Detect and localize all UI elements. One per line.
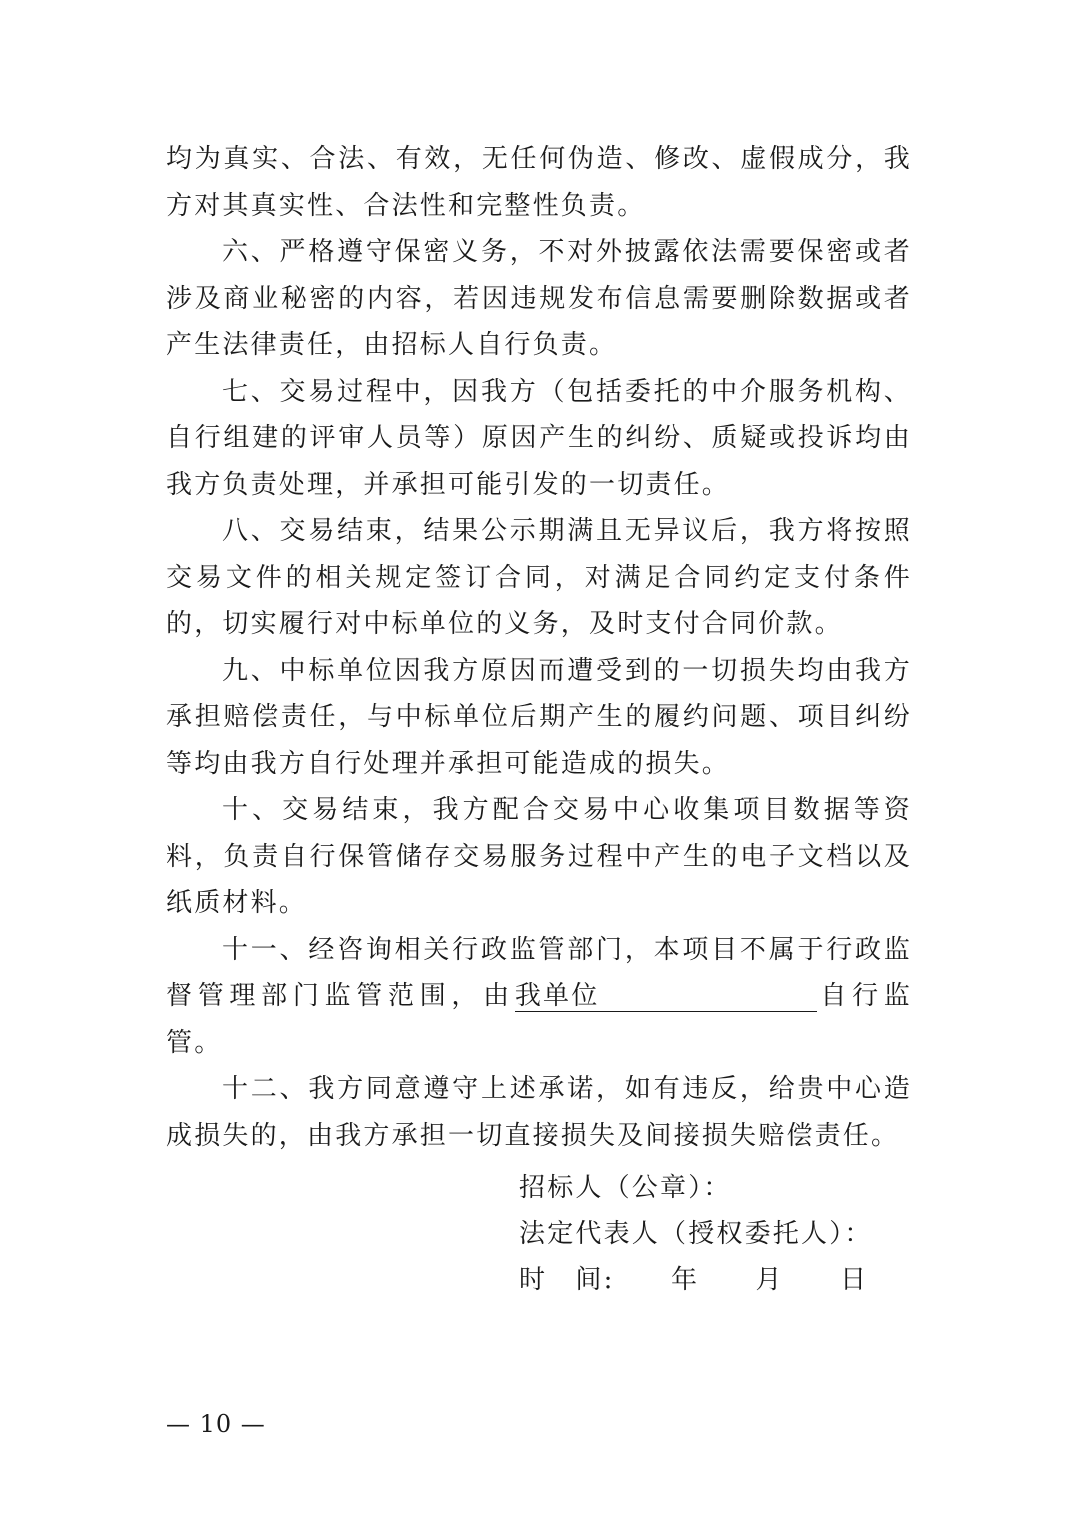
signature-block [519,1165,873,1303]
paragraph-six-confidentiality: 六、严格遵守保密义务，不对外披露依法需要保密或者涉及商业秘密的内容，若因违规发布信息需要删除数据或者产生法律责任，由招标人自行负责。 [166,237,912,360]
page-number: — 10 — [166,1410,266,1438]
paragraph-eight-contract: 八、交易结束，结果公示期满且无异议后，我方将按照交易文件的相关规定签订合同，对满足合同约定支付条件的，切实履行对中标单位的义务，及时支付合同价款。 [166,516,912,639]
seal-label: 招标人（公章）： [519,1173,732,1203]
paragraph-nine-compensation: 九、中标单位因我方原因而遭受到的一切损失均由我方承担赔偿责任，与中标单位后期产生的履约问题、项目纠纷等均由我方自行处理并承担可能造成的损失。 [166,655,912,779]
legal-representative-label: 法定代表人（授权委托人）： [519,1219,873,1249]
paragraph-eleven-supervision [166,927,912,1067]
date-label: 时 间: 年 月 日 [519,1265,869,1295]
commitment-body [166,136,912,1159]
paragraph-twelve-liability: 十二、我方同意遵守上述承诺，如有违反，给贵中心造成损失的，由我方承担一切直接损失及间接损失赔偿责任。 [166,1074,912,1151]
supervision-text-before: 十一、经咨询相关行政监管部门，本项目不属于行政监督管理部门监管范围，由 [166,934,912,1011]
supervision-text-after: 自行监管。 [166,981,912,1058]
paragraph-seven-disputes: 七、交易过程中，因我方（包括委托的中介服务机构、自行组建的评审人员等）原因产生的纠纷、质疑或投诉均由我方负责处理，并承担可能引发的一切责任。 [166,376,912,500]
paragraph-continuation: 均为真实、合法、有效，无任何伪造、修改、虚假成分，我方对其真实性、合法性和完整性负责。 [166,144,912,221]
supervisor-fill-field: 我单位 [515,981,817,1012]
paragraph-ten-archiving: 十、交易结束，我方配合交易中心收集项目数据等资料，负责自行保管储存交易服务过程中产生的电子文档以及纸质材料。 [166,795,912,918]
